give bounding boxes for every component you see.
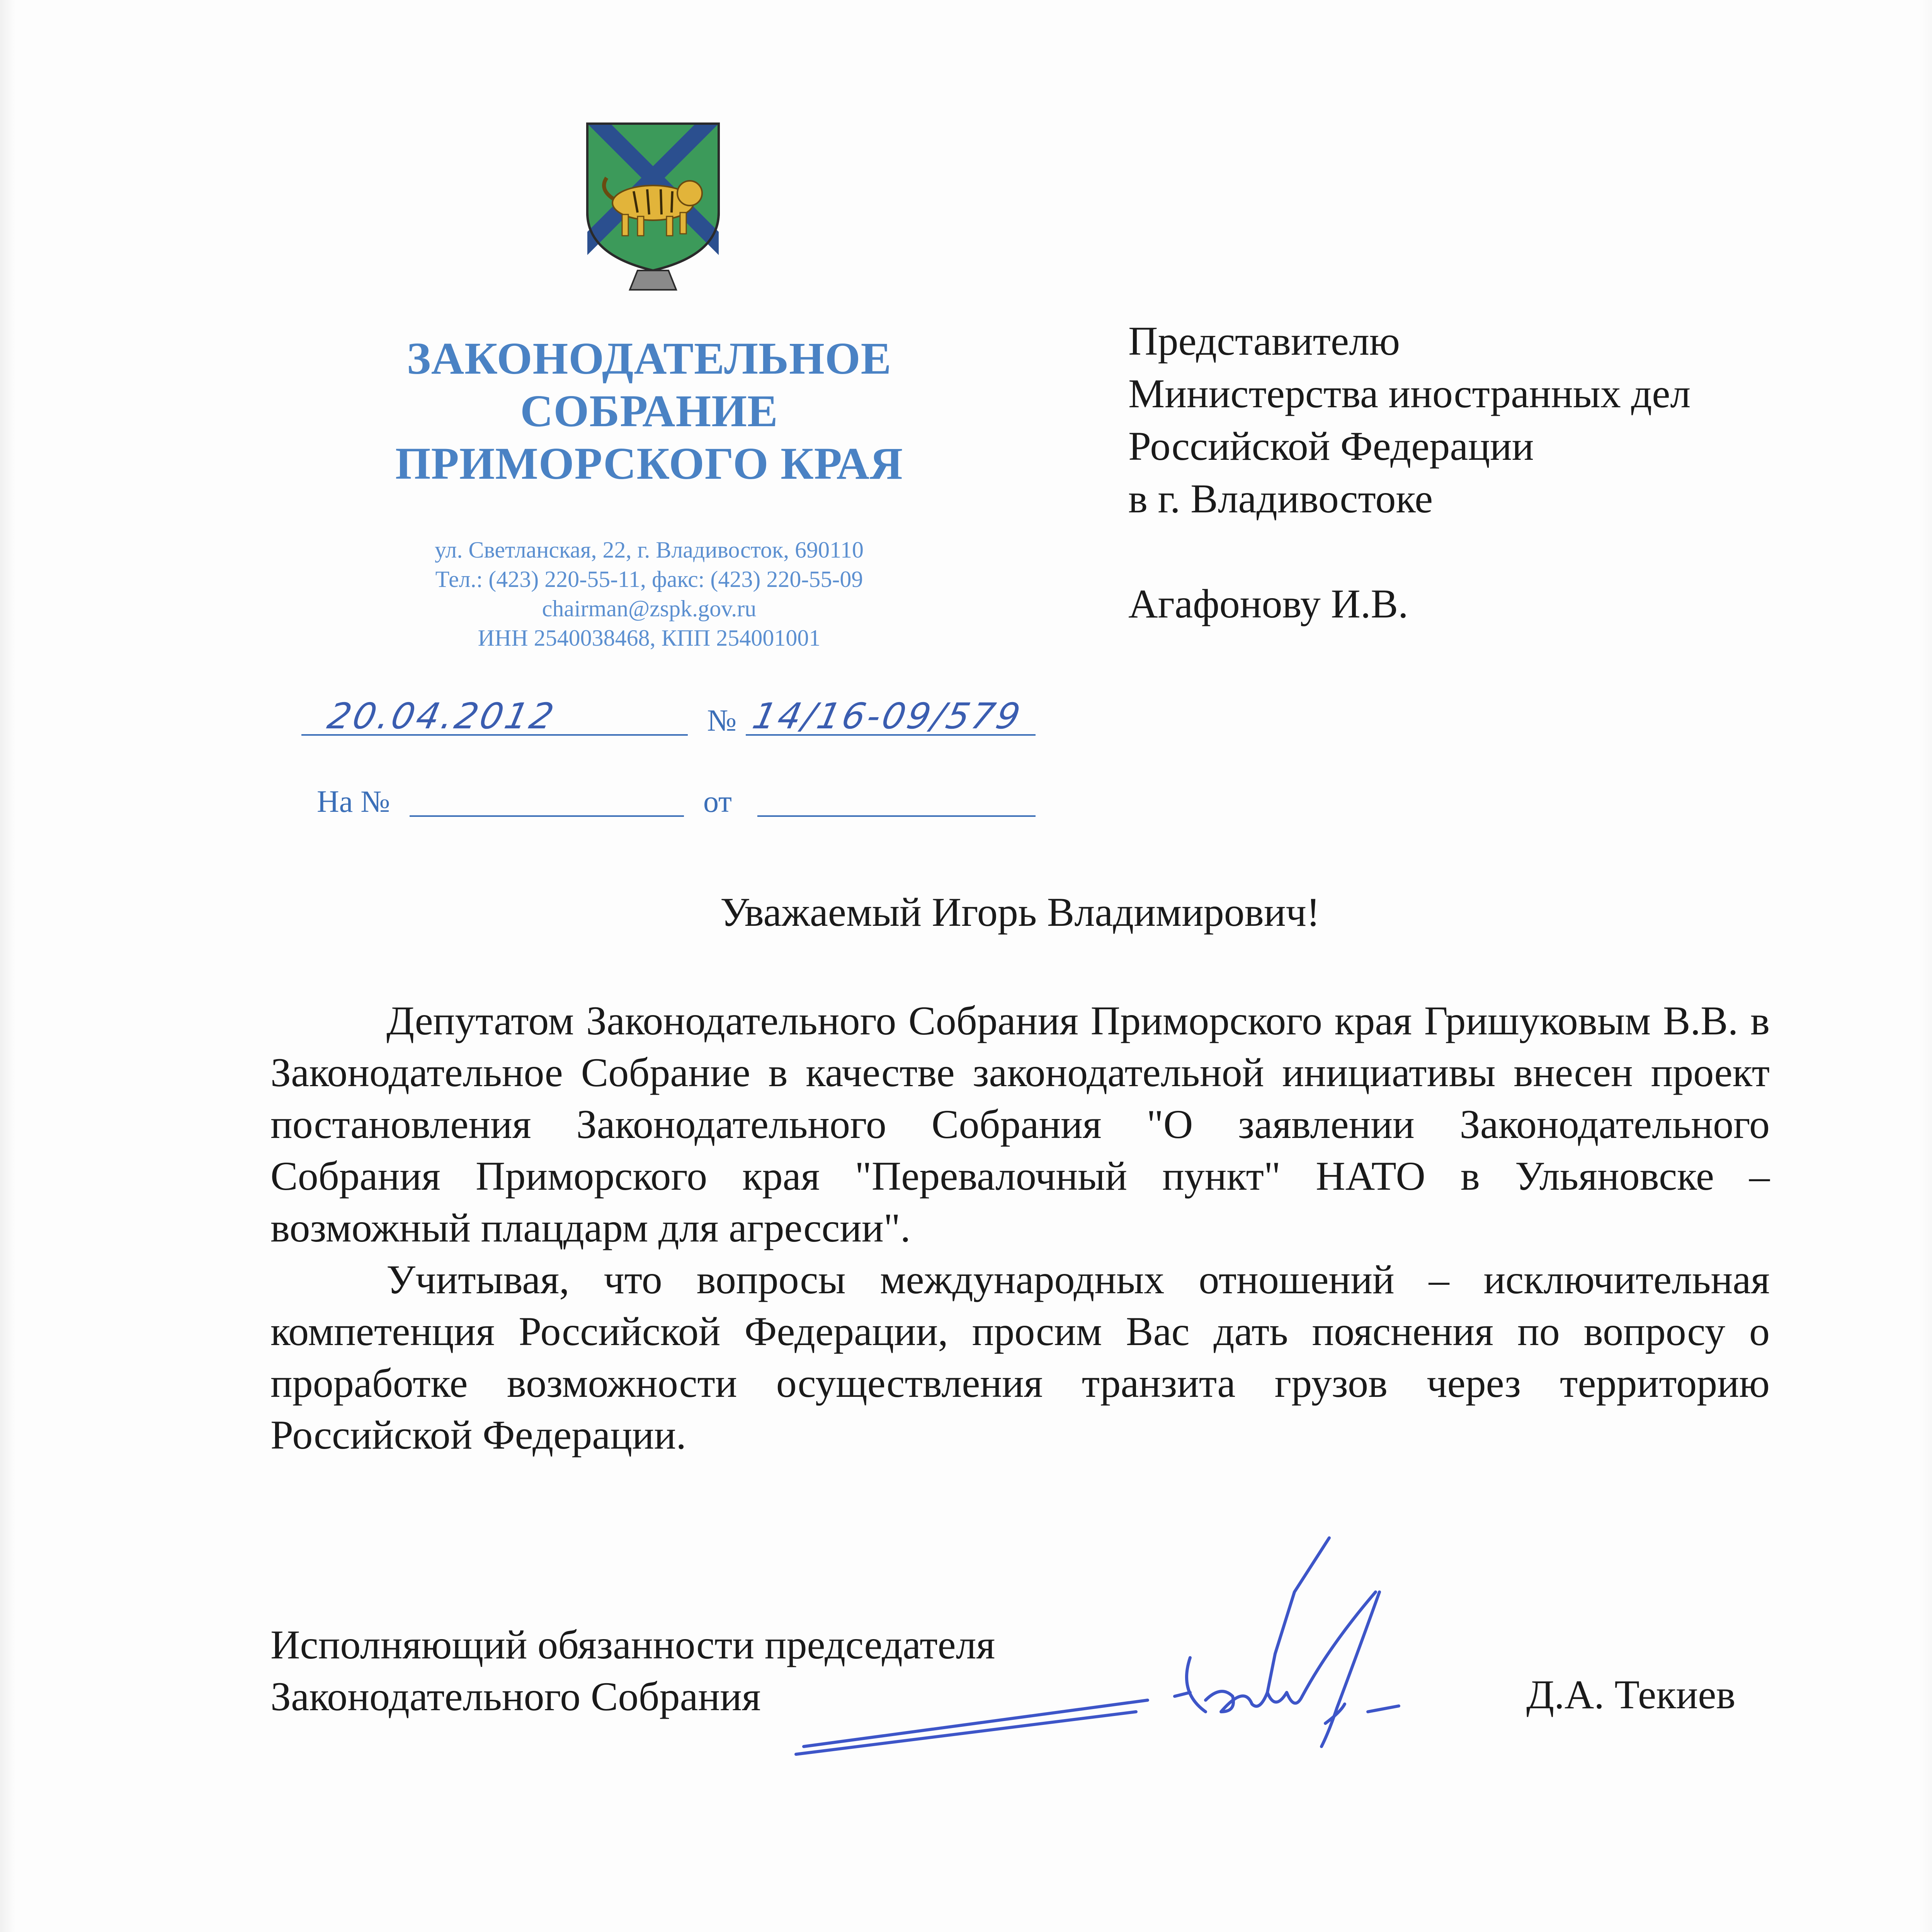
addressee-line-3: Российской Федерации [1128,423,1534,469]
signer-title-line-1: Исполняющий обязанности председателя [270,1622,995,1667]
org-name-line-1: ЗАКОНОДАТЕЛЬНОЕ [406,333,892,384]
reply-number-label: На № [317,785,390,819]
addressee-block [1128,315,1901,630]
org-name-line-2: СОБРАНИЕ [520,386,778,436]
addressee-name: Агафонову И.В. [1128,581,1408,626]
reply-row [301,777,1036,819]
salutation: Уважаемый Игорь Владимирович! [720,889,1320,935]
org-phone-fax: Тел.: (423) 220-55-11, факс: (423) 220-55-09 [435,566,863,592]
signer-name: Д.А. Текиев [1526,1672,1736,1717]
reply-from-label: от [703,785,732,819]
addressee-line-1: Представителю [1128,318,1400,364]
org-email: chairman@zspk.gov.ru [542,596,757,621]
reply-number-line [410,777,684,817]
addressee-spacer [1128,525,1901,578]
handwritten-signature-icon [788,1530,1484,1777]
body-paragraph-1: Депутатом Законодательного Собрания Приморского края Гришуковым В.В. в Законодательное Собрание в качестве законодательной инициативы внесен проект постановления Законодательного Собрания "О заявлении Законодательного Собрания Приморского края "Перевалочный пункт" НАТО в Ульяновске – возможный плацдарм для агрессии". [270,998,1770,1250]
body-paragraph-2: Учитывая, что вопросы международных отношений – исключительная компетенция Российской Федерации, просим Вас дать пояснения по вопросу о проработке возможности осуществления транзита грузов через территорию Российской Федерации. [270,1257,1770,1458]
addressee-line-2: Министерства иностранных дел [1128,371,1691,416]
addressee-line-4: в г. Владивостоке [1128,476,1433,521]
org-address: ул. Светланская, 22, г. Владивосток, 690110 [435,537,864,563]
number-label: № [707,704,737,738]
organization-contacts [340,535,958,653]
scan-edge-right [1919,0,1932,1932]
signer-title-line-2: Законодательного Собрания [270,1674,761,1719]
org-tax-ids: ИНН 2540038468, КПП 254001001 [478,625,821,651]
letter-body [270,995,1770,1461]
primorsky-krai-coat-of-arms-icon [580,116,726,294]
registration-number: 14/16-09/579 [749,696,1026,737]
org-name-line-3: ПРИМОРСКОГО КРАЯ [395,438,903,489]
organization-name [340,332,958,490]
reply-date-line [757,777,1036,817]
registration-date: 20.04.2012 [324,696,560,737]
scan-edge-left [0,0,15,1932]
registration-row [301,696,1036,738]
